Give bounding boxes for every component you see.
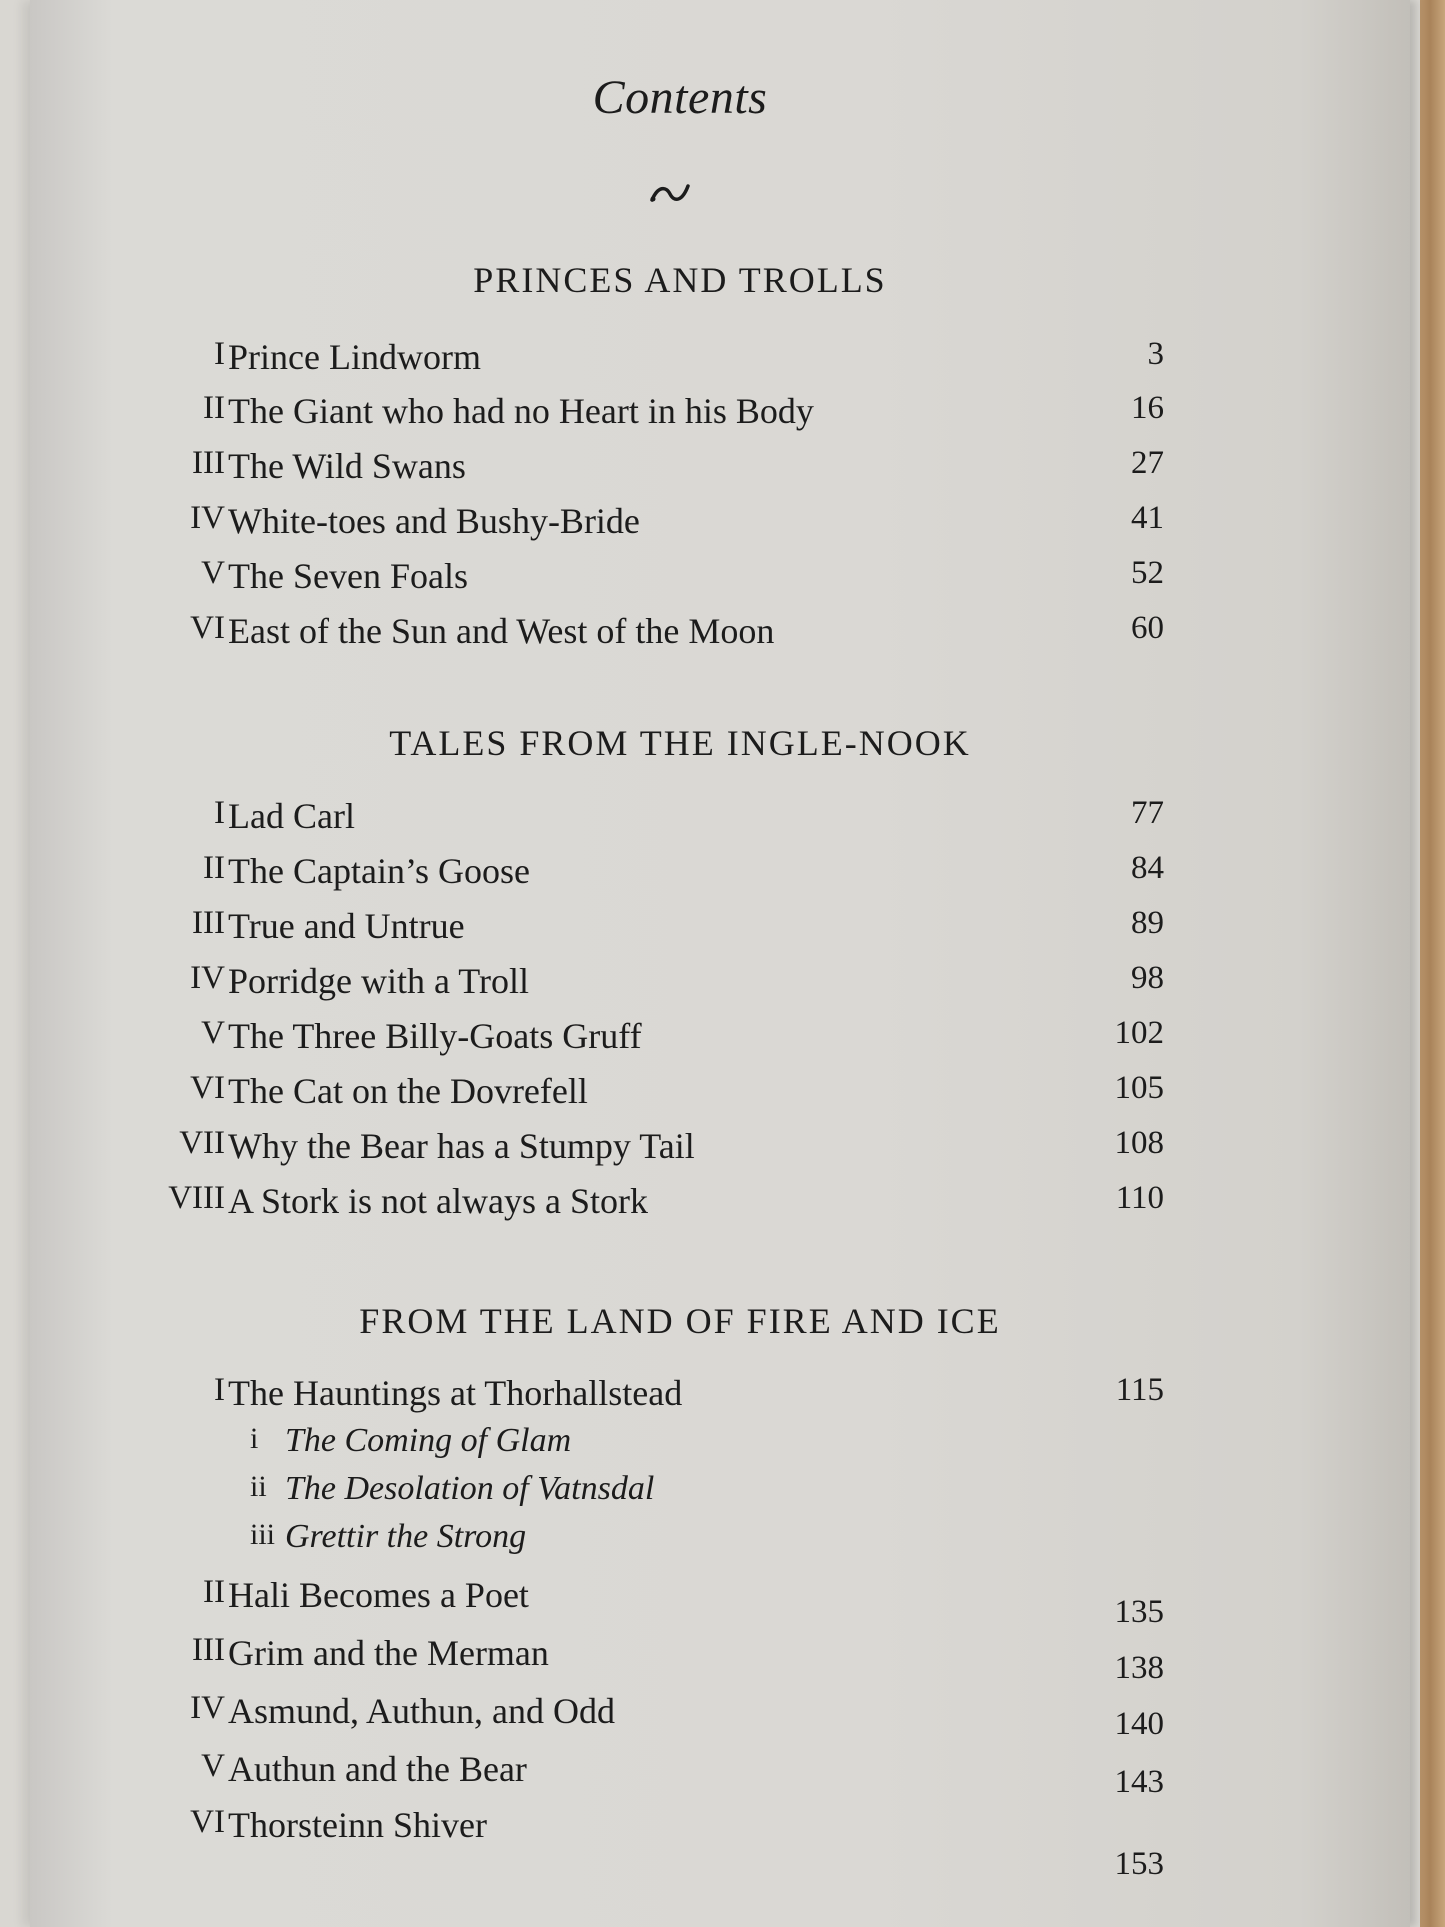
entry-number: IV — [190, 1690, 225, 1726]
entry-page: 27 — [1131, 445, 1164, 481]
toc-entry[interactable] — [30, 1180, 1410, 1230]
toc-entry[interactable] — [30, 1748, 1410, 1798]
section-heading: FROM THE LAND OF FIRE AND ICE — [359, 1301, 1001, 1341]
toc-entry[interactable] — [30, 390, 1410, 440]
entry-number: VI — [190, 1070, 225, 1106]
entry-title: Thorsteinn Shiver — [228, 1805, 487, 1845]
section-heading: PRINCES AND TROLLS — [473, 260, 887, 300]
entry-page: 52 — [1131, 555, 1164, 591]
entry-page: 60 — [1131, 610, 1164, 646]
entry-page: 41 — [1131, 500, 1164, 536]
entry-number: VI — [190, 610, 225, 646]
entry-page: 138 — [1114, 1650, 1164, 1686]
toc-entry[interactable] — [30, 555, 1410, 605]
entry-page: 153 — [1114, 1846, 1164, 1882]
entry-title: Authun and the Bear — [228, 1749, 527, 1789]
entry-number: I — [214, 1372, 225, 1408]
section-heading: TALES FROM THE INGLE-NOOK — [389, 723, 971, 763]
toc-entry[interactable] — [30, 1125, 1410, 1175]
entry-number: IV — [190, 960, 225, 996]
entry-title: Asmund, Authun, and Odd — [228, 1691, 615, 1731]
entry-number: V — [201, 1015, 225, 1051]
entry-number: III — [192, 905, 225, 941]
entry-number: VIII — [168, 1180, 225, 1216]
entry-page: 102 — [1114, 1015, 1164, 1051]
entry-number: I — [214, 795, 225, 831]
entry-page: 105 — [1114, 1070, 1164, 1106]
entry-number: III — [192, 445, 225, 481]
ornament-icon — [648, 178, 694, 206]
toc-entry[interactable] — [30, 905, 1410, 955]
toc-entry[interactable] — [30, 1070, 1410, 1120]
toc-entry[interactable] — [30, 500, 1410, 550]
toc-entry[interactable] — [30, 336, 1410, 386]
entry-title: The Seven Foals — [228, 556, 468, 596]
entry-number: V — [201, 1748, 225, 1784]
toc-entry[interactable] — [30, 1690, 1410, 1740]
toc-entry[interactable] — [30, 1804, 1410, 1882]
entry-title: The Cat on the Dovrefell — [228, 1071, 588, 1111]
entry-number: IV — [190, 500, 225, 536]
toc-subentry[interactable] — [30, 1518, 1410, 1568]
toc-entry[interactable] — [30, 1015, 1410, 1065]
toc-entry[interactable] — [30, 1632, 1410, 1686]
toc-entry[interactable] — [30, 1574, 1410, 1630]
entry-title: A Stork is not always a Stork — [228, 1181, 648, 1221]
entry-page: 3 — [1147, 336, 1164, 372]
entry-title: Why the Bear has a Stumpy Tail — [228, 1126, 695, 1166]
entry-page: 143 — [1114, 1764, 1164, 1800]
entry-number: II — [203, 390, 225, 426]
toc-entry[interactable] — [30, 850, 1410, 900]
toc-entry[interactable] — [30, 445, 1410, 495]
entry-number: II — [203, 850, 225, 886]
entry-title: White-toes and Bushy-Bride — [228, 501, 640, 541]
entry-title: East of the Sun and West of the Moon — [228, 611, 775, 651]
entry-title: Prince Lindworm — [228, 337, 481, 377]
entry-number: VII — [179, 1125, 225, 1161]
contents-title: Contents — [592, 71, 768, 124]
entry-title: Porridge with a Troll — [228, 961, 530, 1001]
entry-page: 110 — [1115, 1180, 1164, 1216]
subentry-number: i — [250, 1422, 259, 1455]
entry-number: I — [214, 336, 225, 372]
toc-entry[interactable] — [30, 960, 1410, 1010]
entry-page: 135 — [1114, 1594, 1164, 1630]
entry-title: True and Untrue — [228, 906, 465, 946]
entry-page: 89 — [1131, 905, 1164, 941]
entry-page: 98 — [1131, 960, 1164, 996]
toc-entry[interactable] — [30, 610, 1410, 660]
entry-page: 16 — [1131, 390, 1164, 426]
entry-title: The Three Billy-Goats Gruff — [228, 1016, 642, 1056]
book-page — [30, 0, 1410, 1927]
entry-page: 84 — [1131, 850, 1164, 886]
subentry-title: Grettir the Strong — [285, 1518, 527, 1555]
subentry-title: The Coming of Glam — [285, 1422, 572, 1459]
subentry-number: ii — [250, 1470, 267, 1503]
toc-subentry[interactable] — [30, 1470, 1410, 1520]
subentry-title: The Desolation of Vatnsdal — [285, 1470, 655, 1507]
entry-page: 108 — [1114, 1125, 1164, 1161]
entry-number: VI — [190, 1804, 225, 1840]
entry-number: III — [192, 1632, 225, 1668]
entry-title: The Giant who had no Heart in his Body — [228, 391, 814, 431]
entry-title: Grim and the Merman — [228, 1633, 549, 1673]
entry-title: The Hauntings at Thorhallstead — [228, 1373, 683, 1413]
entry-number: V — [201, 555, 225, 591]
toc-entry[interactable] — [30, 1372, 1410, 1422]
entry-title: The Wild Swans — [228, 446, 466, 486]
entry-title: Hali Becomes a Poet — [228, 1575, 529, 1615]
entry-number: II — [203, 1574, 225, 1610]
entry-title: The Captain’s Goose — [228, 851, 530, 891]
toc-entry[interactable] — [30, 795, 1410, 845]
toc-subentry[interactable] — [30, 1422, 1410, 1472]
entry-page: 115 — [1115, 1372, 1164, 1408]
entry-page: 77 — [1131, 795, 1164, 831]
subentry-number: iii — [250, 1518, 276, 1551]
entry-page: 140 — [1114, 1706, 1164, 1742]
entry-title: Lad Carl — [228, 796, 355, 836]
